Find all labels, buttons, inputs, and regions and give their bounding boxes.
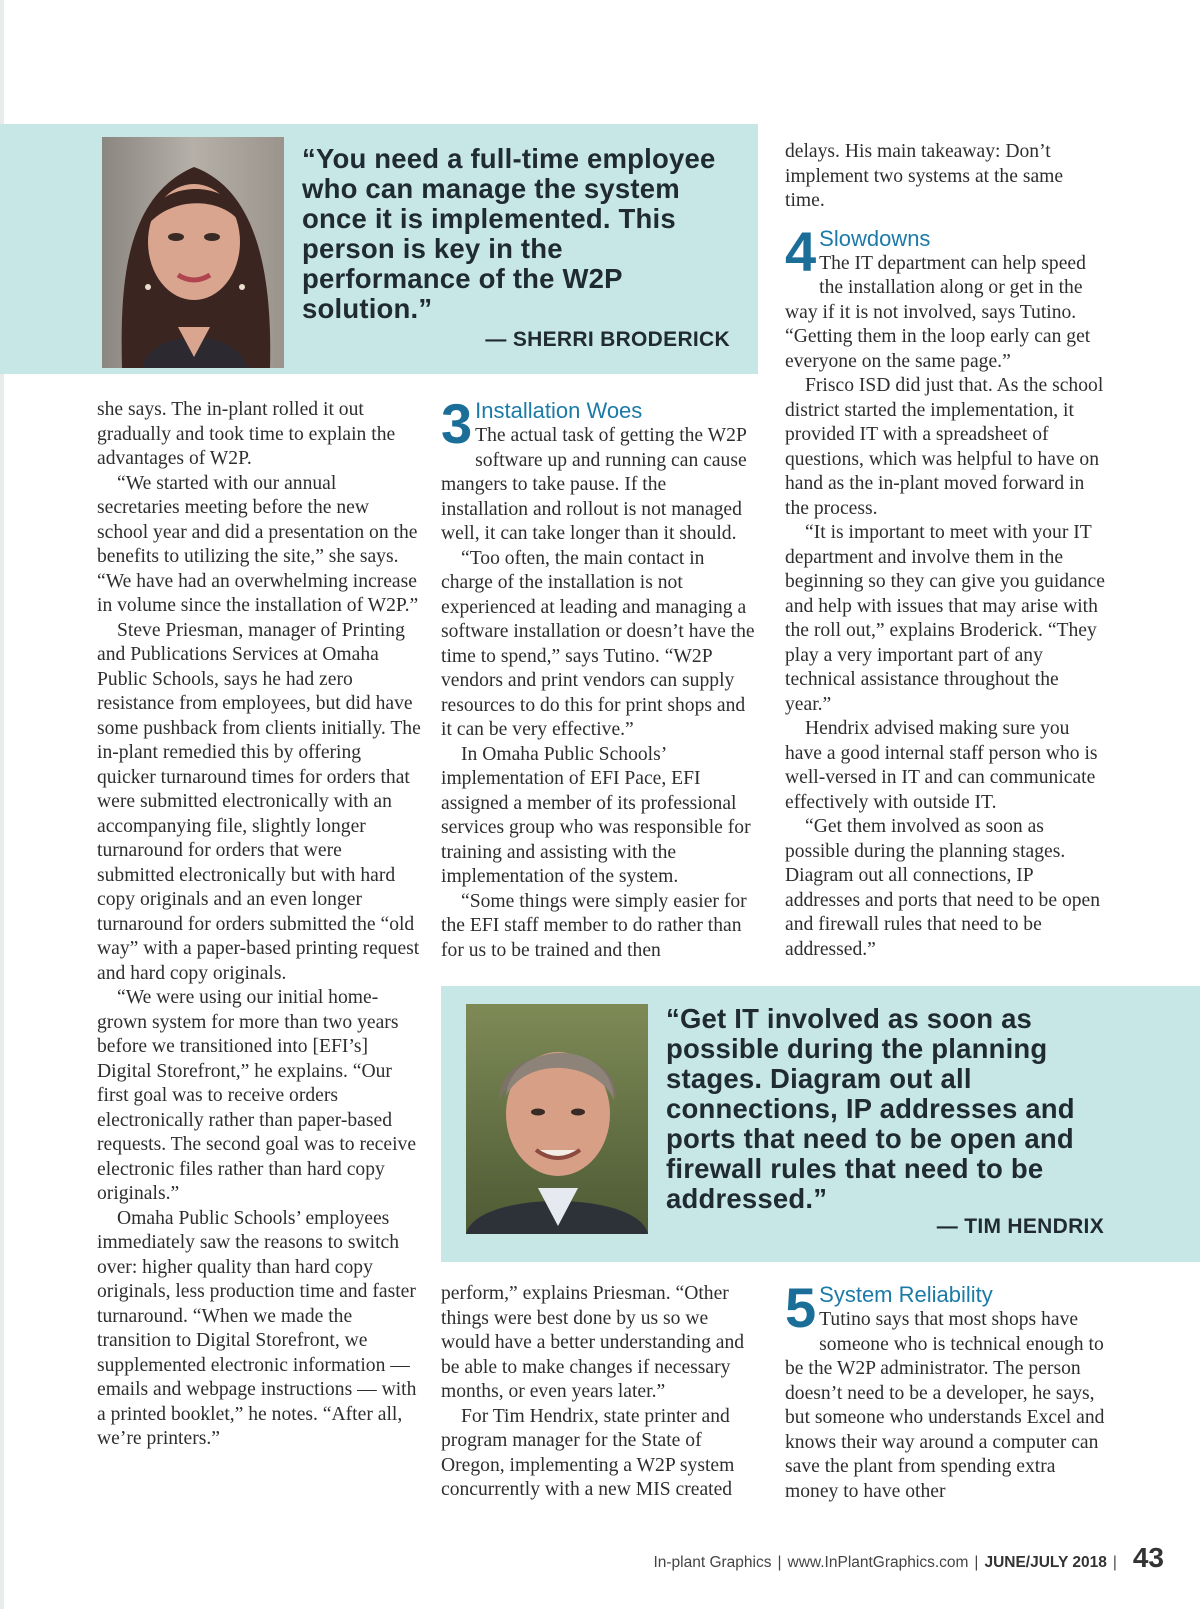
footer-separator: | xyxy=(1112,1554,1117,1571)
section-number: 3 xyxy=(441,392,473,455)
article-column-2-bottom xyxy=(441,1282,757,1503)
paragraph: “It is important to meet with your IT department and involve them in the beginning so they can give you guidance and help with issues that may arise with the roll out,” explains Broderick. “They play a very important part of any technical assistance throughout the year.” xyxy=(785,522,1105,715)
section-slowdowns xyxy=(785,219,1107,375)
portrait-photo-tim-hendrix xyxy=(466,1004,648,1234)
paragraph: For Tim Hendrix, state printer and program manager for the State of Oregon, implementing a W2P system concurrently with a new MIS created xyxy=(441,1405,735,1500)
paragraph: In Omaha Public Schools’ implementation of EFI Pace, EFI assigned a member of its professional services group who was responsible for training and assisting with the implementation of the system. xyxy=(441,743,751,887)
paragraph: she says. The in-plant rolled it out gradually and took time to explain the advantages of W2P. xyxy=(97,399,396,469)
paragraph: Frisco ISD did just that. As the school district started the implementation, it provided IT with a spreadsheet of questions, which was helpful to have on hand as the in-plant moved forward in the process. xyxy=(785,375,1104,519)
section-heading: Slowdowns xyxy=(819,225,931,251)
paragraph: “Some things were simply easier for the EFI staff member to do rather than for us to be trained and then xyxy=(441,890,747,961)
paragraph: Tutino says that most shops have someone who is technical enough to be the W2P administrator. The person doesn’t need to be a developer, he says, but someone who understands Excel and knows their way around a computer can save the plant from spending extra money to have other xyxy=(785,1309,1105,1502)
pull-quote-hendrix xyxy=(666,1004,1116,1214)
article-column-3-top xyxy=(785,140,1107,962)
portrait-photo-sherri-broderick xyxy=(102,137,284,368)
paragraph: delays. His main takeaway: Don’t implement two systems at the same time. xyxy=(785,141,1064,211)
section-number: 5 xyxy=(785,1276,817,1339)
page-number: 43 xyxy=(1132,1542,1164,1573)
section-heading: System Reliability xyxy=(819,1282,993,1307)
paragraph: Steve Priesman, manager of Printing and Publications Services at Omaha Public Schools, says he had zero resistance from employees, but did have some pushback from clients initially. The in-plant remedied this by offering quicker turnaround times for orders that were submitted electronically with an accompanying file, slightly longer turnaround for orders that were submitted electronically but with hard copy originals and an even longer turnaround for orders submitted the “old way” with a paper-based printing request and hard copy originals. xyxy=(97,619,421,984)
publication-name: In-plant Graphics xyxy=(653,1554,772,1571)
footer-separator: | xyxy=(777,1554,782,1571)
paragraph: Omaha Public Schools’ employees immediately saw the reasons to switch over: higher quality than hard copy originals, less production time and faster turnaround. “When we made the transition to Digital Storefront, we supplemented electronic information — emails and webpage instructions — with a printed booklet,” he notes. “After all, we’re printers.” xyxy=(97,1207,417,1449)
footer-separator: | xyxy=(974,1554,979,1571)
section-installation-woes xyxy=(441,392,757,547)
paragraph: perform,” explains Priesman. “Other things were best done by us so we would have a better understanding and be able to make changes if necessary months, or even years later.” xyxy=(441,1283,745,1402)
paragraph: The actual task of getting the W2P software up and running can cause mangers to take pause. If the installation and rollout is not managed well, it can take longer than it should. xyxy=(441,425,747,544)
paragraph: The IT department can help speed the installation along or get in the way if it is not involved, says Tutino. “Getting them in the loop early can get everyone on the same page.” xyxy=(785,252,1091,372)
paragraph: “Too often, the main contact in charge of the installation is not experienced at leading and managing a software installation or doesn’t have the time to spend,” says Tutino. “W2P vendors and print vendors can supply resources to do this for print shops and it can be very effective.” xyxy=(441,547,755,740)
section-number: 4 xyxy=(785,219,817,283)
pull-quote-attribution: — SHERRI BRODERICK xyxy=(485,328,730,351)
article-column-2-top xyxy=(441,392,757,963)
paragraph: “Get them involved as soon as possible during the planning stages. Diagram out all connections, IP addresses and ports that need to be open and firewall rules that need to be addressed.” xyxy=(785,816,1101,960)
paragraph: Hendrix advised making sure you have a good internal staff person who is well-versed in IT and can communicate effectively with outside IT. xyxy=(785,718,1098,813)
paragraph: “We started with our annual secretaries meeting before the new school year and did a presentation on the benefits to utilizing the site,” she says. “We have had an overwhelming increase in volume since the installation of W2P.” xyxy=(97,472,419,616)
section-system-reliability xyxy=(785,1276,1107,1504)
section-heading: Installation Woes xyxy=(475,398,643,423)
publication-url: www.InPlantGraphics.com xyxy=(787,1554,969,1571)
pull-quote-text: “Get IT involved as soon as possible during the planning stages. Diagram out all connections, IP addresses and ports that need to be open and firewall rules that need to be addressed.” xyxy=(666,1003,1075,1214)
article-column-3-bottom xyxy=(785,1276,1107,1504)
article-column-1 xyxy=(97,398,421,1452)
paragraph: “We were using our initial home-grown system for more than two years before we transitioned into [EFI’s] Digital Storefront,” he explains. “Our first goal was to receive orders electronically rather than paper-based requests. The second goal was to receive electronic files rather than hard copy originals.” xyxy=(97,987,417,1204)
issue-date: JUNE/JULY 2018 xyxy=(984,1554,1107,1571)
pull-quote-attribution: — TIM HENDRIX xyxy=(936,1215,1104,1238)
pull-quote-broderick xyxy=(302,144,732,324)
pull-quote-text: “You need a full-time employee who can manage the system once it is implemented. This person is key in the performance of the W2P solution.” xyxy=(302,143,716,324)
page-footer xyxy=(653,1542,1164,1574)
